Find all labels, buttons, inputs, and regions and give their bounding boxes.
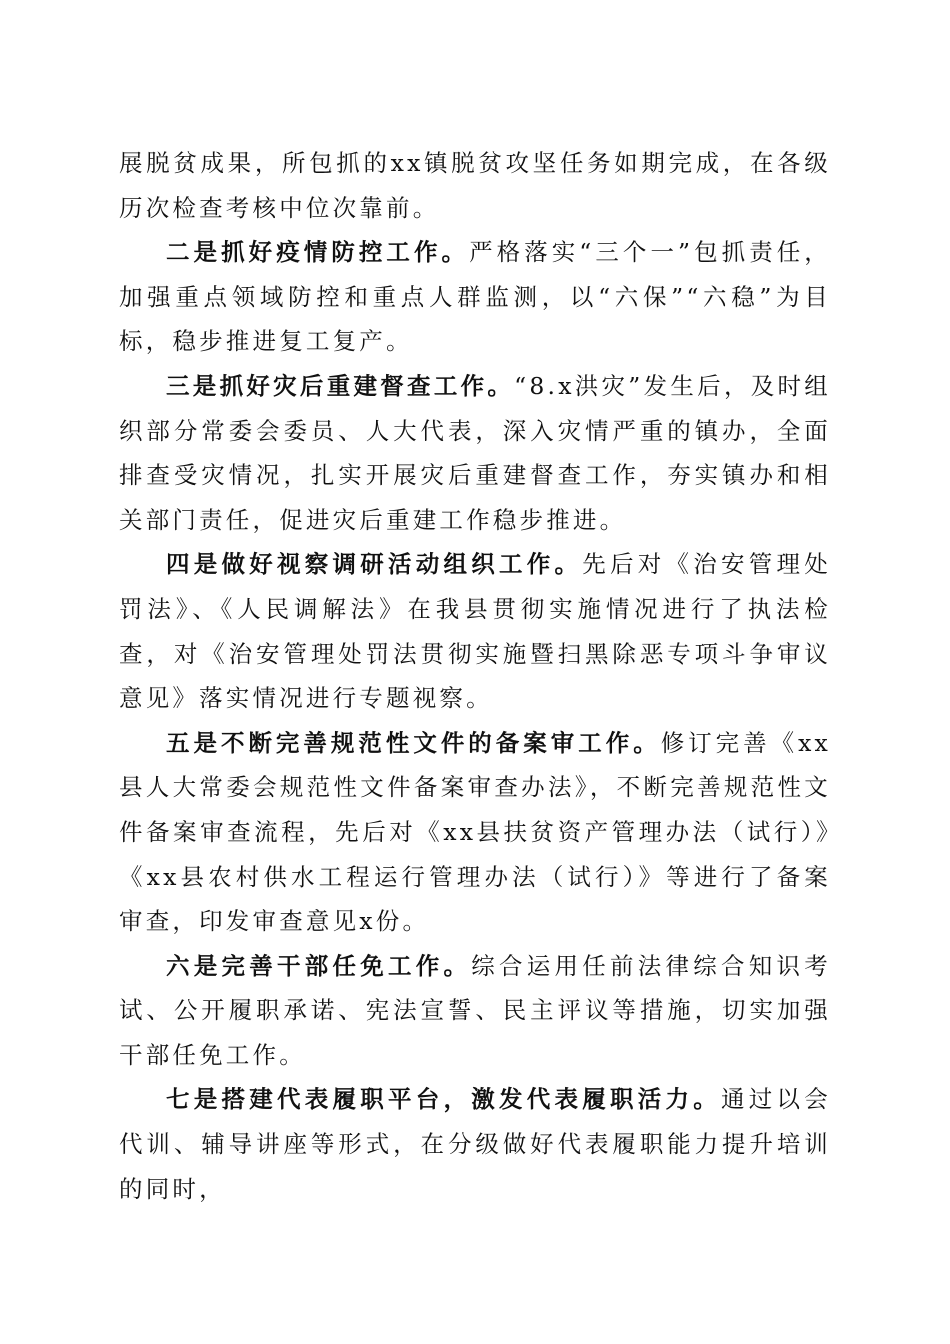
paragraph-disaster-reconstruction	[119, 364, 831, 542]
paragraph-inspection-research	[119, 542, 831, 720]
paragraph-continuation	[119, 141, 831, 230]
paragraph-lead: 二是抓好疫情防控工作。	[166, 238, 470, 267]
paragraph-lead: 五是不断完善规范性文件的备案审工作。	[166, 728, 661, 757]
paragraph-epidemic-control	[119, 230, 831, 364]
paragraph-text: 展脱贫成果，所包抓的xx镇脱贫攻坚任务如期完成，在各级历次检查考核中位次靠前。	[119, 149, 831, 222]
paragraph-lead: 三是抓好灾后重建督查工作。	[166, 371, 515, 400]
paragraph-text: 严格落实“三个一”包抓责任，加强重点领域防控和重点人群监测，以“六保”“六稳”为目标，稳步推进复工复产。	[119, 238, 832, 356]
paragraph-lead: 七是搭建代表履职平台，激发代表履职活力。	[166, 1085, 722, 1114]
paragraph-text: 修订完善《xx县人大常委会规范性文件备案审查办法》，不断完善规范性文件备案审查流程，先后对《xx县扶贫资产管理办法（试行）》《xx县农村供水工程运行管理办法（试行）》等进行了备案审查，印发审查意见x份。	[119, 728, 832, 936]
paragraph-lead: 四是做好视察调研活动组织工作。	[166, 550, 583, 579]
paragraph-deputy-platform	[119, 1077, 831, 1211]
document-body	[119, 141, 831, 1211]
paragraph-text: 通过以会代训、辅导讲座等形式，在分级做好代表履职能力提升培训的同时，	[119, 1085, 832, 1203]
paragraph-normative-documents	[119, 721, 831, 944]
paragraph-text: 先后对《治安管理处罚法》、《人民调解法》在我县贯彻实施情况进行了执法检查，对《治安管理处罚法贯彻实施暨扫黑除恶专项斗争审议意见》落实情况进行专题视察。	[119, 550, 831, 713]
paragraph-cadre-appointment	[119, 944, 831, 1078]
paragraph-text: “8.x洪灾”发生后，及时组织部分常委会委员、人大代表，深入灾情严重的镇办，全面排查受灾情况，扎实开展灾后重建督查工作，夯实镇办和相关部门责任，促进灾后重建工作稳步推进。	[119, 371, 831, 534]
paragraph-text: 综合运用任前法律综合知识考试、公开履职承诺、宪法宣誓、民主评议等措施，切实加强干部任免工作。	[119, 951, 832, 1069]
paragraph-lead: 六是完善干部任免工作。	[166, 951, 472, 980]
